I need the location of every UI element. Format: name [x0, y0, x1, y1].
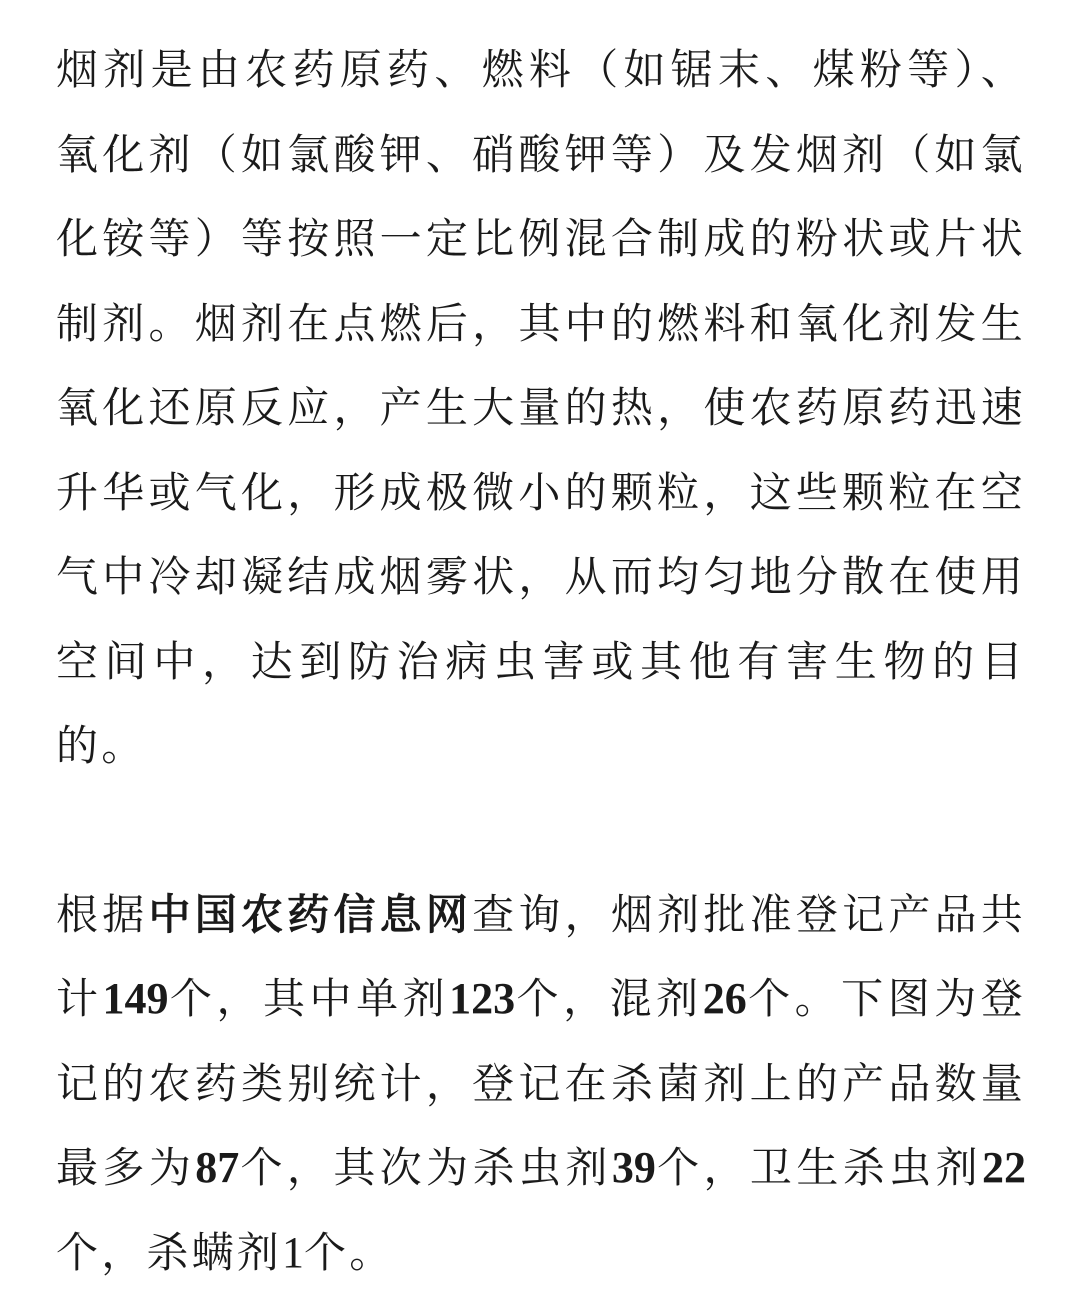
paragraph-statistics [56, 873, 1026, 1295]
total-count: 149 [103, 974, 169, 1023]
stats-text: 个，其中单剂 [169, 974, 450, 1023]
article-body [56, 28, 1026, 1295]
source-name: 中国农药信息网 [148, 890, 472, 939]
stats-text: 个，杀螨剂 [56, 1228, 282, 1277]
mixed-count: 26 [703, 974, 747, 1023]
sanitary-insecticide-count: 22 [982, 1143, 1026, 1192]
stats-text: 个，卫生杀虫剂 [656, 1143, 982, 1192]
fungicide-count: 87 [195, 1143, 239, 1192]
paragraph-definition: 烟剂是由农药原药、燃料（如锯末、煤粉等）、氧化剂（如氯酸钾、硝酸钾等）及发烟剂（如氯化铵等）等按照一定比例混合制成的粉状或片状制剂。烟剂在点燃后，其中的燃料和氧化剂发生氧化还原反应，产生大量的热，使农药原药迅速升华或气化，形成极微小的颗粒，这些颗粒在空气中冷却凝结成烟雾状，从而均匀地分散在使用空间中，达到防治病虫害或其他有害生物的目的。 [56, 28, 1026, 789]
stats-intro: 根据 [56, 890, 148, 939]
insecticide-count: 39 [612, 1143, 656, 1192]
stats-text: 个，其次为杀虫剂 [239, 1143, 612, 1192]
single-count: 123 [449, 974, 515, 1023]
stats-text: 个。 [304, 1228, 394, 1277]
acaricide-count: 1 [282, 1228, 304, 1277]
stats-query-text: 查询，烟剂批准登记产品共计 [56, 890, 1026, 1024]
stats-text: 个，混剂 [515, 974, 703, 1023]
stats-text: 个。下图为登记的农药类别统计，登记在杀菌剂上的产品数量最多为 [56, 974, 1026, 1192]
